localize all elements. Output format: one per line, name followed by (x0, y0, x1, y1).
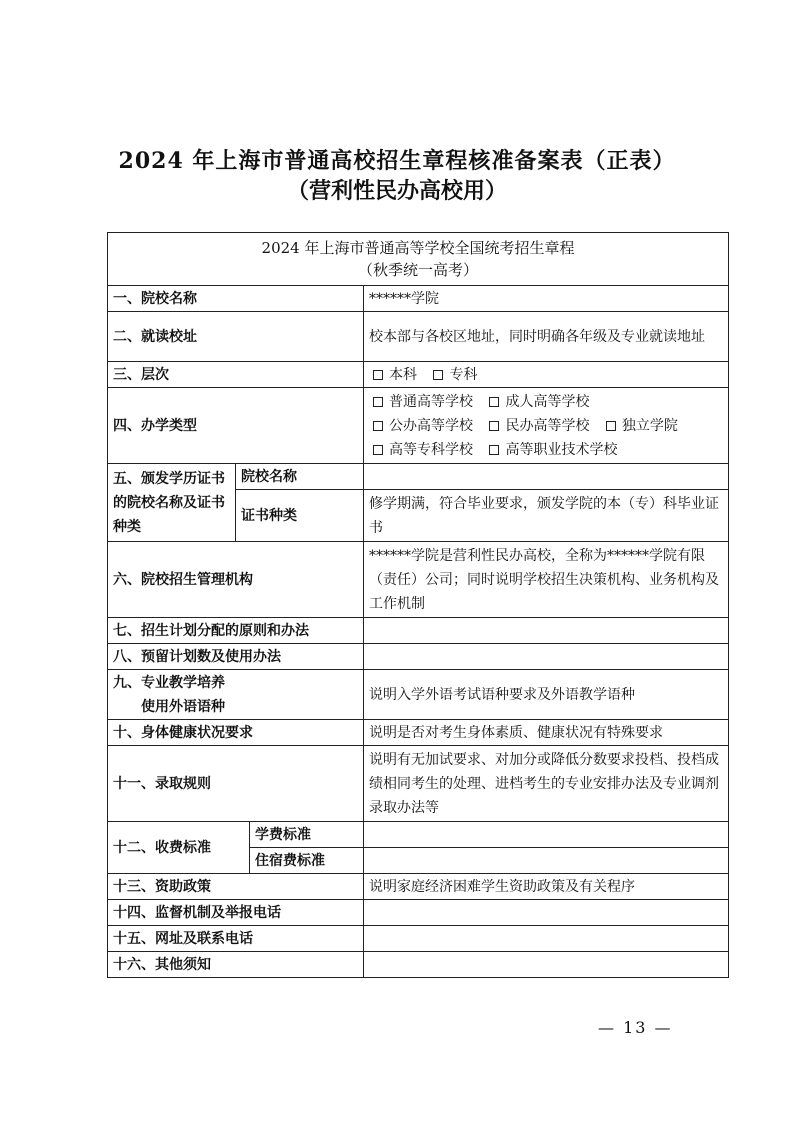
value-issuing-school (364, 464, 729, 490)
row-label-plan-allocation: 七、招生计划分配的原则和办法 (108, 618, 364, 644)
row-value-plan-allocation (364, 618, 729, 644)
page-number: — 13 — (598, 1018, 673, 1037)
option-private-school[interactable]: 民办高等学校 (485, 414, 589, 438)
row-value-supervision (364, 900, 729, 926)
row-value-financial-aid: 说明家庭经济困难学生资助政策及有关程序 (364, 874, 729, 900)
option-vocational-tech-school[interactable]: 高等职业技术学校 (485, 438, 617, 462)
row-label-contact: 十五、网址及联系电话 (108, 926, 364, 952)
row-label-fees: 十二、收费标准 (108, 822, 250, 874)
row-label-reserved-plan: 八、预留计划数及使用办法 (108, 644, 364, 670)
row-value-teaching-language: 说明入学外语考试语种要求及外语教学语种 (364, 670, 729, 720)
row-label-school-type: 四、办学类型 (108, 388, 364, 464)
row-value-reserved-plan (364, 644, 729, 670)
row-value-address: 校本部与各校区地址，同时明确各年级及专业就读地址 (364, 312, 729, 362)
row-value-other (364, 952, 729, 978)
option-regular-higher-ed[interactable]: 普通高等学校 (369, 390, 473, 414)
sub-label-certificate-type: 证书种类 (236, 490, 364, 542)
checkbox-icon (606, 421, 616, 431)
row-value-level (364, 362, 729, 388)
row-label-certificate: 五、颁发学历证书的院校名称及证书种类 (108, 464, 236, 542)
option-higher-vocational-college[interactable]: 高等专科学校 (369, 438, 473, 462)
page-title: 2024 年上海市普通高校招生章程核准备案表（正表） (118, 148, 676, 174)
table-header-note: （秋季统一高考） (358, 261, 479, 279)
row-label-other: 十六、其他须知 (108, 952, 364, 978)
table-header (108, 233, 729, 286)
checkbox-icon (373, 445, 383, 455)
registration-form-table (107, 232, 729, 978)
option-adult-higher-ed[interactable]: 成人高等学校 (485, 390, 589, 414)
row-label-school-name: 一、院校名称 (108, 286, 364, 312)
row-value-admission-office: ******学院是营利性民办高校，全称为******学院有限（责任）公司；同时说明学校招生决策机构、业务机构及工作机制 (364, 542, 729, 618)
sub-label-tuition: 学费标准 (250, 822, 364, 848)
row-label-teaching-language: 九、专业教学培养 使用外语语种 (108, 670, 364, 720)
sub-label-issuing-school: 院校名称 (236, 464, 364, 490)
row-value-health: 说明是否对考生身体素质、健康状况有特殊要求 (364, 720, 729, 746)
row-label-financial-aid: 十三、资助政策 (108, 874, 364, 900)
value-certificate-type: 修学期满，符合毕业要求，颁发学院的本（专）科毕业证书 (364, 490, 729, 542)
checkbox-icon (489, 421, 499, 431)
checkbox-icon (373, 370, 383, 380)
checkbox-icon (489, 397, 499, 407)
checkbox-icon (373, 397, 383, 407)
value-tuition (364, 822, 729, 848)
checkbox-icon (373, 421, 383, 431)
row-label-admission-office: 六、院校招生管理机构 (108, 542, 364, 618)
row-label-address: 二、就读校址 (108, 312, 364, 362)
sub-label-accommodation: 住宿费标准 (250, 848, 364, 874)
row-value-contact (364, 926, 729, 952)
option-junior-college[interactable]: 专科 (429, 363, 477, 387)
option-public-school[interactable]: 公办高等学校 (369, 414, 473, 438)
checkbox-icon (489, 445, 499, 455)
row-value-admission-rules: 说明有无加试要求、对加分或降低分数要求投档、投档成绩相同考生的处理、进档考生的专业安排办法及专业调剂录取办法等 (364, 746, 729, 822)
row-label-health: 十、身体健康状况要求 (108, 720, 364, 746)
row-value-school-name: ******学院 (364, 286, 729, 312)
table-header-title: 2024 年上海市普通高等学校全国统考招生章程 (261, 239, 575, 257)
row-label-supervision: 十四、监督机制及举报电话 (108, 900, 364, 926)
row-label-level: 三、层次 (108, 362, 364, 388)
row-value-school-type (364, 388, 729, 464)
checkbox-icon (433, 370, 443, 380)
row-label-admission-rules: 十一、录取规则 (108, 746, 364, 822)
option-independent-college[interactable]: 独立学院 (602, 414, 678, 438)
value-accommodation (364, 848, 729, 874)
page-subtitle: （营利性民办高校用） (286, 178, 507, 204)
option-undergraduate[interactable]: 本科 (369, 363, 417, 387)
